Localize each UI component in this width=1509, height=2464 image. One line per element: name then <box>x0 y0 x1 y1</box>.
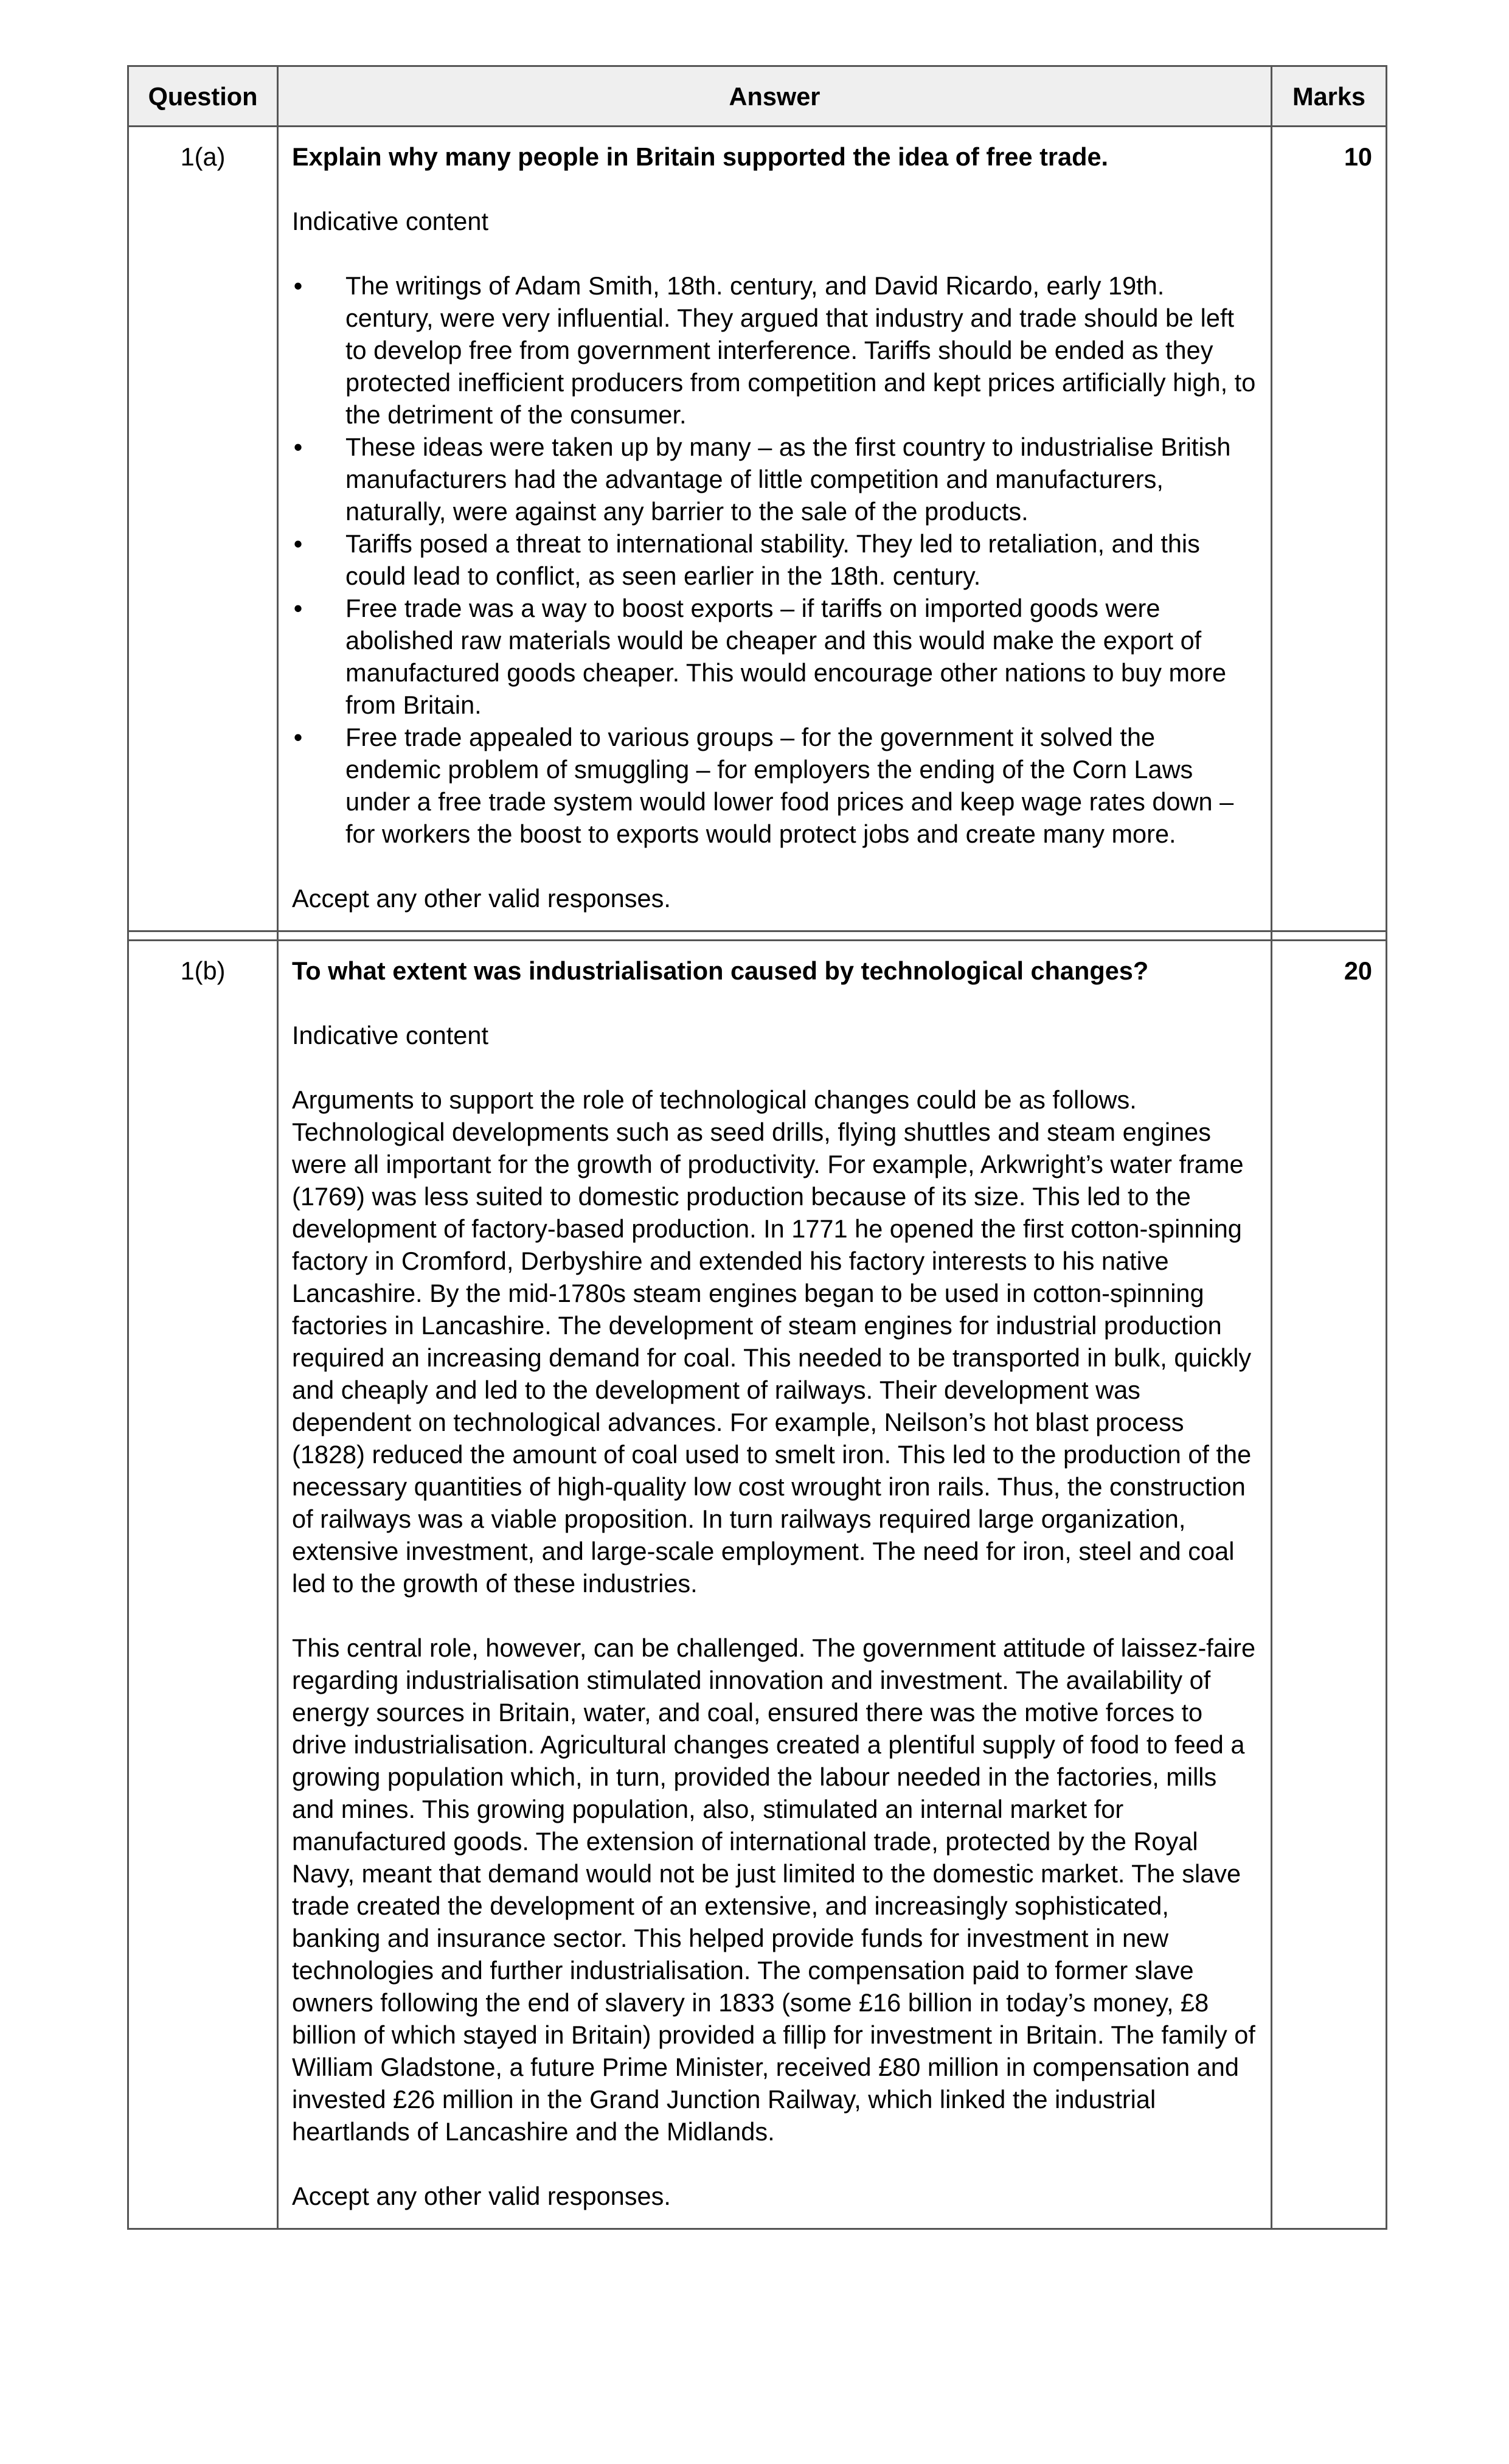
answer-paragraph: Arguments to support the role of technological changes could be as follows. Technological developments such as seed drills, flying shuttles and steam engines were all important for the growth of productivity. For example, Arkwright’s water frame (1769) was less suited to domestic production because of its size. This led to the development of factory-based production. In 1771 he opened the first cotton-spinning factory in Cromford, Derbyshire and extended his factory interests to his native Lancashire. By the mid-1780s steam engines began to be used in cotton-spinning factories in Lancashire. The development of steam engines for industrial production required an increasing demand for coal. This needed to be transported in bulk, quickly and cheaply and led to the development of railways. Their development was dependent on technological advances. For example, Neilson’s hot blast process (1828) reduced the amount of coal used to smelt iron. This led to the production of the necessary quantities of high-quality low cost wrought iron rails. Thus, the construction of railways was a viable proposition. In turn railways required large organization, extensive investment, and large-scale employment. The need for iron, steel and coal led to the growth of these industries. <box>292 1085 1252 1598</box>
list-item: • Free trade was a way to boost exports – if tariffs on imported goods were abolished raw materials would be cheaper and this would make the export of manufactured goods cheaper. This would encourage other nations to buy more from Britain. <box>345 592 1257 721</box>
question-number: 1(a) <box>128 127 278 931</box>
list-item: • Free trade appealed to various groups – for the government it solved the endemic problem of smuggling – for employers the ending of the Corn Laws under a free trade system would lower food prices and keep wage rates down – for workers the boost to exports would protect jobs and create many more. <box>345 721 1257 850</box>
accept-other-responses: Accept any other valid responses. <box>292 884 671 913</box>
header-question: Question <box>128 66 278 127</box>
separator-cell <box>278 931 1272 941</box>
answer-cell <box>278 127 1272 931</box>
table-row <box>128 127 1387 931</box>
question-title: Explain why many people in Britain supported the idea of free trade. <box>292 142 1109 171</box>
marks-value: 10 <box>1272 127 1387 931</box>
table-row <box>128 941 1387 2229</box>
answer-cell <box>278 941 1272 2229</box>
indicative-content-label: Indicative content <box>292 207 488 235</box>
list-item: • These ideas were taken up by many – as the first country to industrialise British manufacturers had the advantage of little competition and manufacturers, naturally, were against any barrier to the sale of the products. <box>345 431 1257 527</box>
row-separator <box>128 931 1387 941</box>
header-marks: Marks <box>1272 66 1387 127</box>
list-item: • Tariffs posed a threat to international stability. They led to retaliation, and this could lead to conflict, as seen earlier in the 18th. century. <box>345 527 1257 592</box>
question-title: To what extent was industrialisation caused by technological changes? <box>292 956 1149 985</box>
indicative-content-label: Indicative content <box>292 1021 488 1049</box>
marks-value: 20 <box>1272 941 1387 2229</box>
question-number: 1(b) <box>128 941 278 2229</box>
separator-cell <box>128 931 278 941</box>
mark-scheme-table <box>127 65 1387 2230</box>
answer-paragraph: This central role, however, can be challenged. The government attitude of laissez-faire regarding industrialisation stimulated innovation and investment. The availability of energy sources in Britain, water, and coal, ensured there was the motive forces to drive industrialisation. Agricultural changes created a plentiful supply of food to feed a growing population which, in turn, provided the labour needed in the factories, mills and mines. This growing population, also, stimulated an internal market for manufactured goods. The extension of international trade, protected by the Royal Navy, meant that demand would not be just limited to the domestic market. The slave trade created the development of an extensive, and increasingly sophisticated, banking and insurance sector. This helped provide funds for investment in new technologies and further industrialisation. The compensation paid to former slave owners following the end of slavery in 1833 (some £16 billion in today’s money, £8 billion of which stayed in Britain) provided a fillip for investment in Britain. The family of William Gladstone, a future Prime Minister, received £80 million in compensation and invested £26 million in the Grand Junction Railway, which linked the industrial heartlands of Lancashire and the Midlands. <box>292 1634 1256 2146</box>
header-answer: Answer <box>278 66 1272 127</box>
accept-other-responses: Accept any other valid responses. <box>292 2182 671 2210</box>
separator-cell <box>1272 931 1387 941</box>
indicative-bullet-list <box>292 270 1257 850</box>
list-item: • The writings of Adam Smith, 18th. century, and David Ricardo, early 19th. century, were very influential. They argued that industry and trade should be left to develop free from government interference. Tariffs should be ended as they protected inefficient producers from competition and kept prices artificially high, to the detriment of the consumer. <box>345 270 1257 431</box>
table-header-row <box>128 66 1387 127</box>
